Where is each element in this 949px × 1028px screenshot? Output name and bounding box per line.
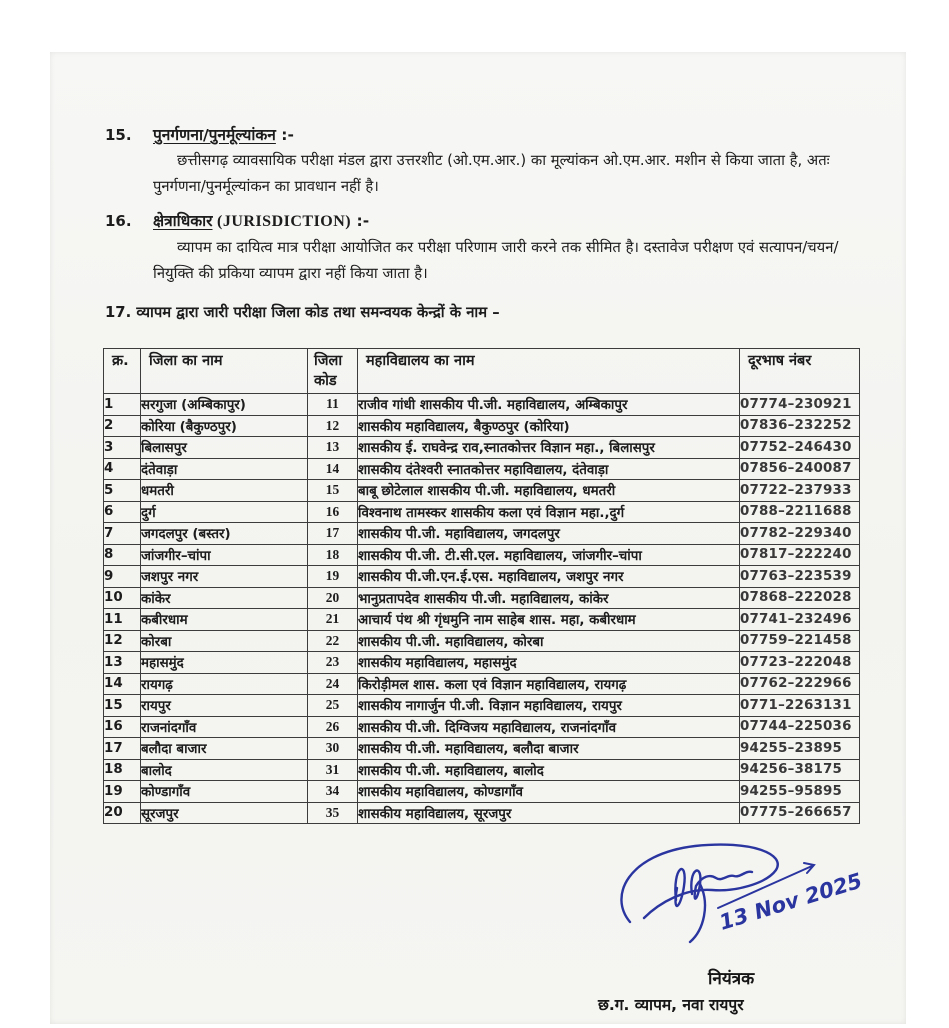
cell-college: शासकीय पी.जी. महाविद्यालय, बालोद: [358, 759, 740, 781]
section-17-title: 17. व्यापम द्वारा जारी परीक्षा जिला कोड तथा समन्वयक केन्द्रों के नाम –: [105, 304, 500, 321]
table-row: [104, 781, 860, 803]
cell-sno: 6: [104, 501, 141, 523]
cell-district: दुर्ग: [141, 501, 308, 523]
signature-date: 13 Nov 2025: [716, 868, 865, 935]
cell-sno: 17: [104, 738, 141, 760]
cell-district: कोण्डागाँव: [141, 781, 308, 803]
section-15-number: 15.: [105, 126, 132, 144]
cell-phone: 07774–230921: [740, 394, 860, 416]
table-row: [104, 652, 860, 674]
cell-college: शासकीय पी.जी. महाविद्यालय, बलौदा बाजार: [358, 738, 740, 760]
cell-phone: 0771–2263131: [740, 695, 860, 717]
cell-district: रायगढ़: [141, 673, 308, 695]
table-row: [104, 695, 860, 717]
cell-college: शासकीय महाविद्यालय, कोण्डागाँव: [358, 781, 740, 803]
cell-college: शासकीय ई. राघवेन्द्र राव,स्नातकोत्तर विज्ञान महा., बिलासपुर: [358, 437, 740, 459]
cell-code: 15: [308, 480, 358, 502]
cell-district: सरगुजा (अम्बिकापुर): [141, 394, 308, 416]
header-college: महाविद्यालय का नाम: [358, 349, 740, 394]
signature-block: [590, 828, 930, 1028]
cell-college: भानुप्रतापदेव शासकीय पी.जी. महाविद्यालय, कांकेर: [358, 587, 740, 609]
cell-code: 17: [308, 523, 358, 545]
cell-district: जगदलपुर (बस्तर): [141, 523, 308, 545]
cell-sno: 3: [104, 437, 141, 459]
cell-college: शासकीय पी.जी. महाविद्यालय, कोरबा: [358, 630, 740, 652]
cell-code: 22: [308, 630, 358, 652]
cell-district: रायपुर: [141, 695, 308, 717]
table-row: [104, 587, 860, 609]
cell-district: कोरिया (बैकुण्ठपुर): [141, 415, 308, 437]
cell-sno: 8: [104, 544, 141, 566]
header-row: [104, 349, 860, 394]
cell-phone: 07856–240087: [740, 458, 860, 480]
cell-sno: 1: [104, 394, 141, 416]
district-table-header: [104, 349, 860, 394]
cell-code: 24: [308, 673, 358, 695]
cell-phone: 07759–221458: [740, 630, 860, 652]
cell-code: 35: [308, 802, 358, 824]
cell-college: शासकीय पी.जी. महाविद्यालय, जगदलपुर: [358, 523, 740, 545]
cell-code: 23: [308, 652, 358, 674]
cell-code: 16: [308, 501, 358, 523]
cell-sno: 5: [104, 480, 141, 502]
table-row: [104, 738, 860, 760]
cell-phone: 94256–38175: [740, 759, 860, 781]
cell-phone: 07741–232496: [740, 609, 860, 631]
cell-code: 31: [308, 759, 358, 781]
cell-district: सूरजपुर: [141, 802, 308, 824]
header-phone: दूरभाष नंबर: [740, 349, 860, 394]
cell-district: राजनांदगाँव: [141, 716, 308, 738]
cell-phone: 07744–225036: [740, 716, 860, 738]
cell-sno: 10: [104, 587, 141, 609]
cell-district: धमतरी: [141, 480, 308, 502]
section-15: [105, 122, 875, 200]
cell-college: शासकीय महाविद्यालय, महासमुंद: [358, 652, 740, 674]
cell-college: विश्वनाथ तामस्कर शासकीय कला एवं विज्ञान महा.,दुर्ग: [358, 501, 740, 523]
section-16-heading-english: (JURISDICTION): [212, 213, 352, 230]
cell-code: 13: [308, 437, 358, 459]
cell-college: राजीव गांधी शासकीय पी.जी. महाविद्यालय, अम्बिकापुर: [358, 394, 740, 416]
cell-code: 14: [308, 458, 358, 480]
cell-sno: 18: [104, 759, 141, 781]
table-row: [104, 716, 860, 738]
cell-district: कोरबा: [141, 630, 308, 652]
section-15-heading: [153, 122, 875, 148]
cell-phone: 07763–223539: [740, 566, 860, 588]
cell-code: 12: [308, 415, 358, 437]
cell-district: बलौदा बाजार: [141, 738, 308, 760]
cell-sno: 14: [104, 673, 141, 695]
cell-code: 25: [308, 695, 358, 717]
cell-phone: 94255–95895: [740, 781, 860, 803]
section-15-heading-text: पुनर्गणना/पुनर्मूल्यांकन: [153, 126, 276, 144]
section-15-heading-suffix: :-: [275, 126, 294, 144]
cell-phone: 07775–266657: [740, 802, 860, 824]
section-15-body: छत्तीसगढ़ व्यावसायिक परीक्षा मंडल द्वारा उत्तरशीट (ओ.एम.आर.) का मूल्यांकन ओ.एम.आर. मशीन से किया जाता है, अतः पुनर्गणना/पुनर्मूल्यांकन का प्रावधान नहीं है।: [153, 152, 830, 195]
cell-college: शासकीय पी.जी. दिग्विजय महाविद्यालय, राजनांदगाँव: [358, 716, 740, 738]
cell-sno: 20: [104, 802, 141, 824]
cell-sno: 12: [104, 630, 141, 652]
cell-sno: 9: [104, 566, 141, 588]
section-16-heading-text: क्षेत्राधिकार: [153, 212, 213, 230]
section-16-content: [153, 208, 875, 287]
cell-code: 11: [308, 394, 358, 416]
cell-sno: 2: [104, 415, 141, 437]
section-16: [105, 208, 875, 287]
cell-district: जशपुर नगर: [141, 566, 308, 588]
cell-sno: 13: [104, 652, 141, 674]
cell-college: बाबू छोटेलाल शासकीय पी.जी. महाविद्यालय, धमतरी: [358, 480, 740, 502]
cell-college: शासकीय पी.जी. टी.सी.एल. महाविद्यालय, जांजगीर–चांपा: [358, 544, 740, 566]
signature-organization: छ.ग. व्यापम, नवा रायपुर: [598, 996, 744, 1014]
cell-phone: 07782–229340: [740, 523, 860, 545]
cell-college: आचार्य पंथ श्री गृंधमुनि नाम साहेब शास. महा, कबीरधाम: [358, 609, 740, 631]
cell-phone: 0788–2211688: [740, 501, 860, 523]
cell-district: महासमुंद: [141, 652, 308, 674]
table-row: [104, 759, 860, 781]
section-16-body: व्यापम का दायित्व मात्र परीक्षा आयोजित कर परीक्षा परिणाम जारी करने तक सीमित है। दस्तावेज परीक्षण एवं सत्यापन/चयन/नियुक्ति की प्रकिया व्यापम द्वारा नहीं किया जाता है।: [153, 239, 839, 282]
table-row: [104, 415, 860, 437]
cell-code: 21: [308, 609, 358, 631]
cell-phone: 94255–23895: [740, 738, 860, 760]
cell-code: 20: [308, 587, 358, 609]
section-15-content: [153, 122, 875, 200]
table-row: [104, 458, 860, 480]
cell-sno: 11: [104, 609, 141, 631]
cell-college: शासकीय पी.जी.एन.ई.एस. महाविद्यालय, जशपुर नगर: [358, 566, 740, 588]
signature-ink: [600, 830, 900, 965]
cell-code: 19: [308, 566, 358, 588]
cell-sno: 19: [104, 781, 141, 803]
district-table: [103, 348, 860, 824]
cell-code: 34: [308, 781, 358, 803]
table-row: [104, 802, 860, 824]
cell-phone: 07723–222048: [740, 652, 860, 674]
table-row: [104, 394, 860, 416]
header-sno: क्र.: [104, 349, 141, 394]
cell-sno: 7: [104, 523, 141, 545]
table-row: [104, 630, 860, 652]
cell-college: शासकीय दंतेश्वरी स्नातकोत्तर महाविद्यालय, दंतेवाड़ा: [358, 458, 740, 480]
signature-title: नियंत्रक: [708, 969, 755, 989]
cell-district: दंतेवाड़ा: [141, 458, 308, 480]
document-paper: [50, 52, 906, 1024]
table-row: [104, 544, 860, 566]
cell-college: किरोड़ीमल शास. कला एवं विज्ञान महाविद्यालय, रायगढ़: [358, 673, 740, 695]
cell-district: बालोद: [141, 759, 308, 781]
cell-sno: 4: [104, 458, 141, 480]
table-row: [104, 501, 860, 523]
table-row: [104, 437, 860, 459]
section-16-number: 16.: [105, 212, 132, 230]
header-district: जिला का नाम: [141, 349, 308, 394]
cell-college: शासकीय नागार्जुन पी.जी. विज्ञान महाविद्यालय, रायपुर: [358, 695, 740, 717]
cell-phone: 07817–222240: [740, 544, 860, 566]
cell-sno: 15: [104, 695, 141, 717]
section-16-heading: [153, 208, 875, 235]
cell-district: जांजगीर–चांपा: [141, 544, 308, 566]
table-row: [104, 566, 860, 588]
cell-sno: 16: [104, 716, 141, 738]
cell-district: बिलासपुर: [141, 437, 308, 459]
header-code: जिला कोड: [308, 349, 358, 394]
table-row: [104, 523, 860, 545]
cell-code: 26: [308, 716, 358, 738]
cell-college: शासकीय महाविद्यालय, सूरजपुर: [358, 802, 740, 824]
cell-code: 18: [308, 544, 358, 566]
cell-phone: 07752–246430: [740, 437, 860, 459]
cell-district: कांकेर: [141, 587, 308, 609]
table-row: [104, 609, 860, 631]
table-row: [104, 673, 860, 695]
cell-college: शासकीय महाविद्यालय, बैकुण्ठपुर (कोरिया): [358, 415, 740, 437]
table-row: [104, 480, 860, 502]
cell-phone: 07722–237933: [740, 480, 860, 502]
cell-phone: 07836–232252: [740, 415, 860, 437]
cell-code: 30: [308, 738, 358, 760]
district-table-body: [104, 394, 860, 824]
section-16-heading-suffix: :-: [351, 212, 370, 230]
cell-district: कबीरधाम: [141, 609, 308, 631]
cell-phone: 07762–222966: [740, 673, 860, 695]
cell-phone: 07868–222028: [740, 587, 860, 609]
